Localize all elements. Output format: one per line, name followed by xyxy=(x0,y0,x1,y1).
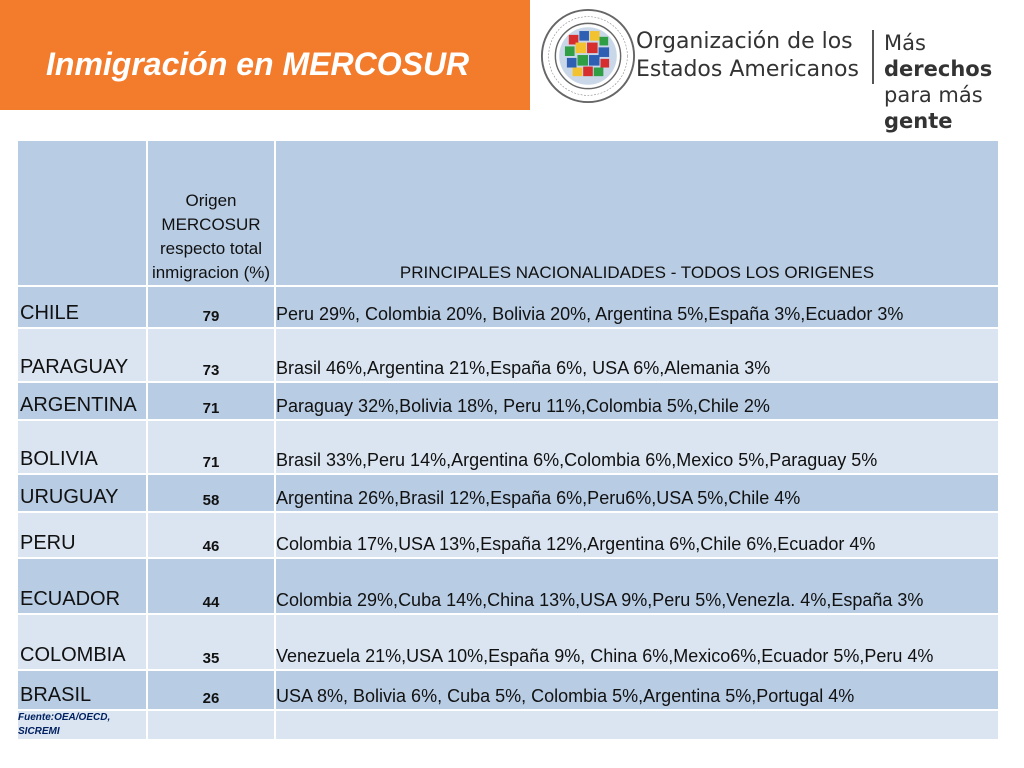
source-note: Fuente:OEA/OECD, SICREMI xyxy=(17,710,147,740)
table-row xyxy=(17,512,999,558)
nationalities-cell: Venezuela 21%,USA 10%,España 9%, China 6%,Mexico6%,Ecuador 5%,Peru 4% xyxy=(275,614,999,670)
country-cell: BRASIL xyxy=(17,670,147,710)
country-cell: PARAGUAY xyxy=(17,328,147,382)
table-row xyxy=(17,382,999,420)
table-header-row xyxy=(17,140,999,286)
country-cell: BOLIVIA xyxy=(17,420,147,474)
country-cell: PERU xyxy=(17,512,147,558)
header-main-nationalities: PRINCIPALES NACIONALIDADES - TODOS LOS ORIGENES xyxy=(275,140,999,286)
table-row xyxy=(17,474,999,512)
pct-cell: 71 xyxy=(147,382,275,420)
slide-title: Inmigración en MERCOSUR xyxy=(46,46,470,82)
pct-cell: 79 xyxy=(147,286,275,328)
country-cell: ECUADOR xyxy=(17,558,147,614)
country-cell: CHILE xyxy=(17,286,147,328)
nationalities-cell: Brasil 33%,Peru 14%,Argentina 6%,Colombia 6%,Mexico 5%,Paraguay 5% xyxy=(275,420,999,474)
table-row xyxy=(17,286,999,328)
oas-logo-panel xyxy=(530,0,1024,133)
slogan-part4: gente xyxy=(884,109,953,133)
oas-name xyxy=(636,28,859,84)
oas-slogan xyxy=(884,30,1024,134)
pct-cell: 26 xyxy=(147,670,275,710)
pct-cell: 35 xyxy=(147,614,275,670)
slide-header xyxy=(0,0,1024,133)
nationalities-cell: Brasil 46%,Argentina 21%,España 6%, USA 6%,Alemania 3% xyxy=(275,328,999,382)
table-row xyxy=(17,670,999,710)
pct-cell: 46 xyxy=(147,512,275,558)
nationalities-cell: Peru 29%, Colombia 20%, Bolivia 20%, Argentina 5%,España 3%,Ecuador 3% xyxy=(275,286,999,328)
nationalities-cell: Colombia 17%,USA 13%,España 12%,Argentina 6%,Chile 6%,Ecuador 4% xyxy=(275,512,999,558)
country-cell: ARGENTINA xyxy=(17,382,147,420)
empty-cell xyxy=(147,710,275,740)
oas-name-line2: Estados Americanos xyxy=(636,57,859,82)
country-cell: URUGUAY xyxy=(17,474,147,512)
slogan-part3: para más xyxy=(884,83,983,107)
nationalities-cell: Paraguay 32%,Bolivia 18%, Peru 11%,Colombia 5%,Chile 2% xyxy=(275,382,999,420)
table-row xyxy=(17,614,999,670)
nationalities-cell: Argentina 26%,Brasil 12%,España 6%,Peru6%,USA 5%,Chile 4% xyxy=(275,474,999,512)
table-row xyxy=(17,420,999,474)
header-mercosur-origin: Origen MERCOSUR respecto total inmigracion (%) xyxy=(147,140,275,286)
header-empty-cell xyxy=(17,140,147,286)
oas-name-line1: Organización de los xyxy=(636,29,853,54)
oas-seal-icon xyxy=(540,8,636,104)
slogan-part2: derechos xyxy=(884,57,993,81)
slogan-part1: Más xyxy=(884,31,926,55)
pct-cell: 44 xyxy=(147,558,275,614)
logo-divider xyxy=(872,30,874,84)
table-source-row xyxy=(17,710,999,740)
table-row xyxy=(17,558,999,614)
nationalities-cell: Colombia 29%,Cuba 14%,China 13%,USA 9%,Peru 5%,Venezla. 4%,España 3% xyxy=(275,558,999,614)
pct-cell: 58 xyxy=(147,474,275,512)
immigration-table xyxy=(16,139,1000,741)
pct-cell: 71 xyxy=(147,420,275,474)
nationalities-cell: USA 8%, Bolivia 6%, Cuba 5%, Colombia 5%,Argentina 5%,Portugal 4% xyxy=(275,670,999,710)
country-cell: COLOMBIA xyxy=(17,614,147,670)
pct-cell: 73 xyxy=(147,328,275,382)
table-row xyxy=(17,328,999,382)
empty-cell xyxy=(275,710,999,740)
